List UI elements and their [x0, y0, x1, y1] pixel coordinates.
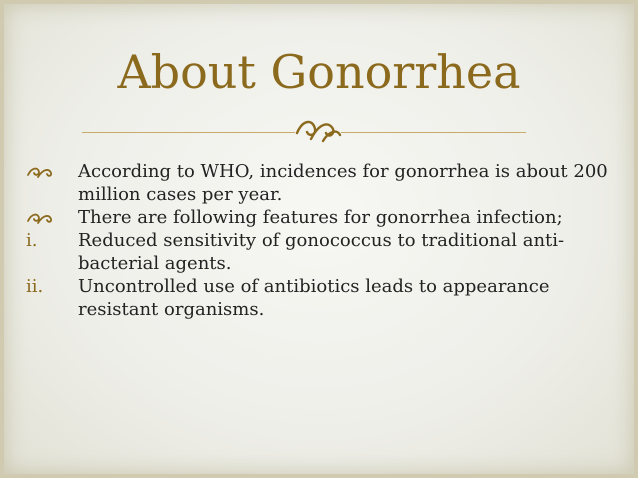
slide-title: About Gonorrhea	[117, 45, 521, 99]
list-marker: ii.	[26, 276, 44, 297]
bullet-item	[26, 206, 611, 229]
numbered-item	[26, 229, 611, 275]
bullet-item	[26, 160, 611, 206]
numbered-item-text: Reduced sensitivity of gonococcus to traditional anti-bacterial agents.	[78, 230, 565, 274]
numbered-item	[26, 275, 611, 321]
bullet-text: There are following features for gonorrhea infection;	[78, 207, 563, 228]
title-divider-left	[82, 132, 295, 133]
title-divider-right	[341, 132, 526, 133]
swirl-bullet-icon	[26, 211, 66, 225]
swirl-bullet-icon	[26, 165, 66, 179]
numbered-item-text: Uncontrolled use of antibiotics leads to appearance resistant organisms.	[78, 276, 550, 320]
list-marker: i.	[26, 230, 38, 251]
slide-body	[26, 160, 611, 321]
bullet-text: According to WHO, incidences for gonorrhea is about 200 million cases per year.	[78, 161, 608, 205]
swirl-ornament-icon	[293, 111, 343, 145]
